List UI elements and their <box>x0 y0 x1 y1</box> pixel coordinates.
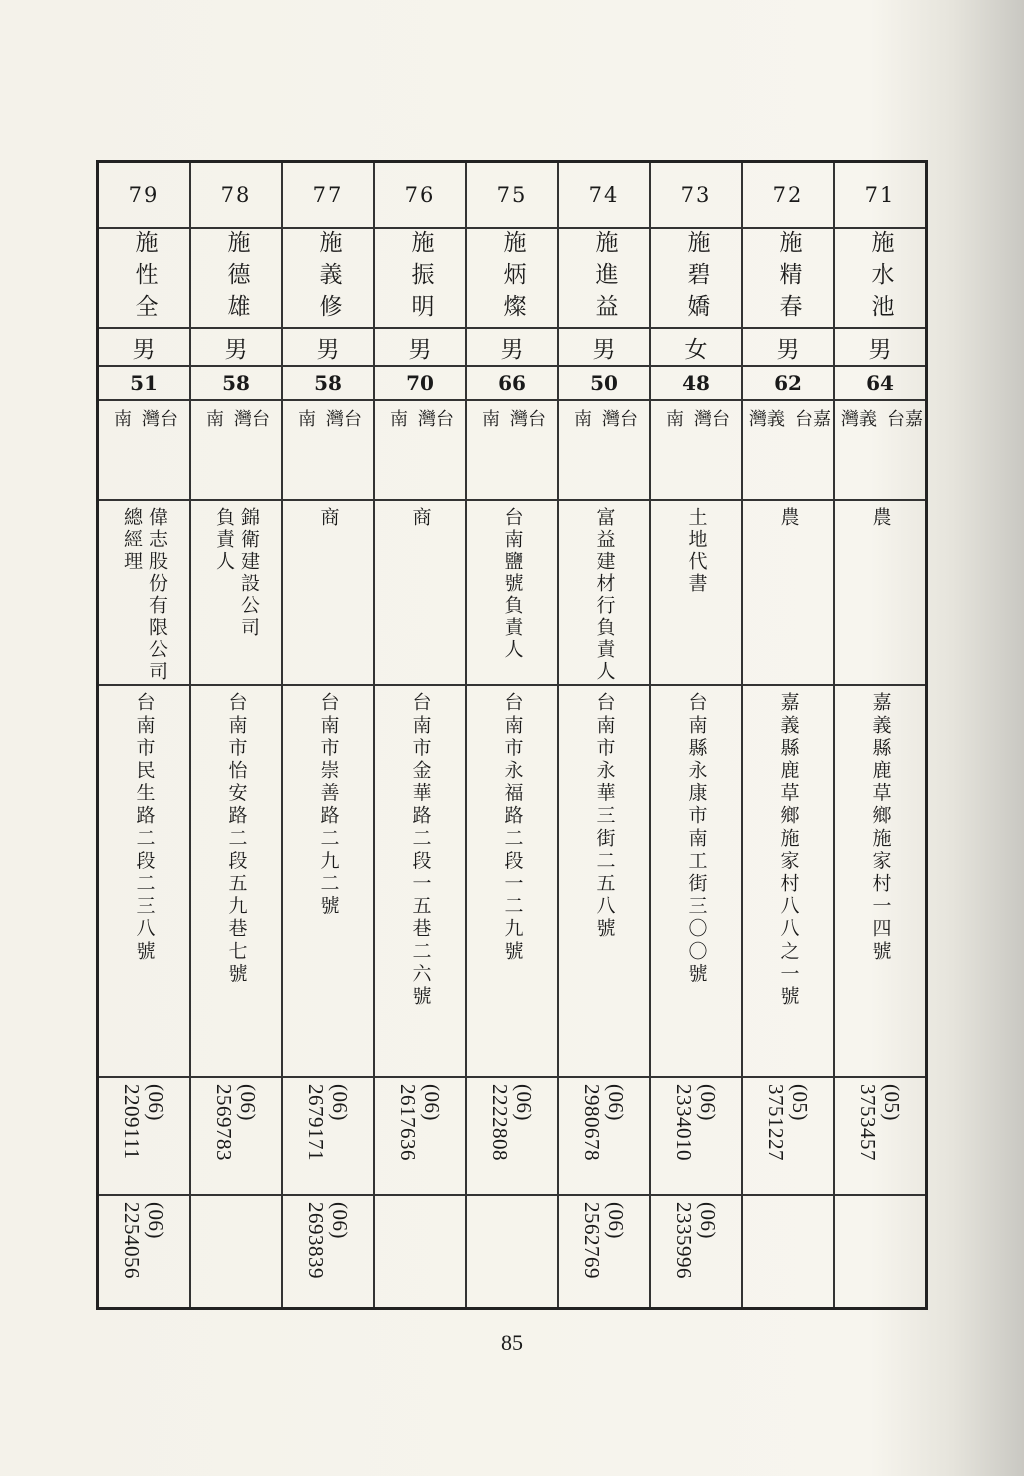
name-cell <box>467 229 557 329</box>
name-cell <box>283 229 373 329</box>
origin-text: 南 <box>479 409 500 461</box>
origin-text: 義灣 <box>746 409 785 461</box>
person-name: 施進益 <box>591 230 618 326</box>
age: 66 <box>467 367 557 401</box>
record-number: 73 <box>651 163 741 229</box>
phone-cell-1 <box>835 1078 925 1196</box>
phone-text: 2254056 <box>120 1202 144 1279</box>
phone-text: (06) <box>604 1084 628 1121</box>
address-text: 台南市崇善路二九二號 <box>317 692 340 918</box>
phone-2 <box>99 1196 189 1307</box>
occupation-cell <box>835 501 925 686</box>
phone-text: 3753457 <box>856 1084 880 1161</box>
record-column <box>283 163 375 1307</box>
person-name: 施精春 <box>775 230 802 326</box>
phone-text: 2209111 <box>120 1084 144 1160</box>
phone-text: 2569783 <box>212 1084 236 1161</box>
phone-1 <box>375 1078 465 1194</box>
origin-text: 南 <box>387 409 408 461</box>
name-cell <box>651 229 741 329</box>
origin-text: 南 <box>295 409 316 461</box>
occupation-cell <box>191 501 281 686</box>
phone-2 <box>283 1196 373 1307</box>
phone-text: 2617636 <box>396 1084 420 1161</box>
record-column <box>835 163 925 1307</box>
origin-text: 台灣 <box>323 409 362 461</box>
occupation-text: 商 <box>409 507 432 529</box>
phone-cell-1 <box>743 1078 833 1196</box>
origin-cell <box>375 401 465 501</box>
occupation-cell <box>743 501 833 686</box>
phone-2 <box>835 1196 925 1307</box>
occupation-cell <box>651 501 741 686</box>
phone-1 <box>559 1078 649 1194</box>
age: 62 <box>743 367 833 401</box>
phone-1 <box>283 1078 373 1194</box>
phone-text: (06) <box>512 1084 536 1121</box>
phone-text: 2693839 <box>304 1202 328 1279</box>
phone-text: 2679171 <box>304 1084 328 1161</box>
phone-1 <box>743 1078 833 1194</box>
address-text: 台南縣永康市南工街三〇〇號 <box>685 692 708 986</box>
origin-cell <box>835 401 925 501</box>
sex: 男 <box>559 329 649 367</box>
phone-text: (05) <box>880 1084 904 1121</box>
phone-2 <box>651 1196 741 1307</box>
address-text: 台南市民生路二段二三八號 <box>133 692 156 964</box>
record-column <box>743 163 835 1307</box>
origin-text: 嘉台 <box>884 409 923 461</box>
occupation-text: 台南鹽號負責人 <box>501 507 524 661</box>
address-text: 台南市怡安路二段五九巷七號 <box>225 692 248 986</box>
address-cell <box>467 686 557 1078</box>
phone-text: 2980678 <box>580 1084 604 1161</box>
origin-cell <box>99 401 189 501</box>
phone-1 <box>651 1078 741 1194</box>
phone-2 <box>375 1196 465 1307</box>
occupation-text: 商 <box>317 507 340 529</box>
record-number: 79 <box>99 163 189 229</box>
name-cell <box>191 229 281 329</box>
record-column <box>559 163 651 1307</box>
origin-text: 南 <box>203 409 224 461</box>
phone-text: (05) <box>788 1084 812 1121</box>
occupation-text: 錦衛建設公司 <box>238 507 260 639</box>
origin-cell <box>651 401 741 501</box>
record-number: 72 <box>743 163 833 229</box>
occupation-text: 偉志股份有限公司 <box>146 507 168 683</box>
phone-text: 2562769 <box>580 1202 604 1279</box>
occupation-cell <box>283 501 373 686</box>
origin-text: 義灣 <box>838 409 877 461</box>
phone-cell-2 <box>191 1196 281 1307</box>
phone-cell-2 <box>283 1196 373 1307</box>
sex: 男 <box>375 329 465 367</box>
sex: 女 <box>651 329 741 367</box>
age: 70 <box>375 367 465 401</box>
sex: 男 <box>467 329 557 367</box>
person-name: 施德雄 <box>223 230 250 326</box>
directory-table <box>96 160 928 1310</box>
person-name: 施碧嬌 <box>683 230 710 326</box>
address-text: 台南市永福路二段一二九號 <box>501 692 524 964</box>
phone-text: 2334010 <box>672 1084 696 1161</box>
occupation-text: 總經理 <box>121 507 143 573</box>
origin-text: 台灣 <box>139 409 178 461</box>
origin-text: 台灣 <box>231 409 270 461</box>
phone-1 <box>191 1078 281 1194</box>
origin-text: 南 <box>663 409 684 461</box>
person-name: 施義修 <box>315 230 342 326</box>
occupation-text: 土地代書 <box>685 507 708 595</box>
address-cell <box>99 686 189 1078</box>
address-cell <box>283 686 373 1078</box>
phone-cell-1 <box>559 1078 649 1196</box>
origin-text: 台灣 <box>691 409 730 461</box>
phone-cell-2 <box>375 1196 465 1307</box>
origin-text: 台灣 <box>507 409 546 461</box>
age: 50 <box>559 367 649 401</box>
origin-text: 台灣 <box>415 409 454 461</box>
phone-1 <box>835 1078 925 1194</box>
phone-cell-2 <box>743 1196 833 1307</box>
record-number: 71 <box>835 163 925 229</box>
phone-text: (06) <box>328 1084 352 1121</box>
occupation-cell <box>375 501 465 686</box>
sex: 男 <box>743 329 833 367</box>
phone-cell-2 <box>99 1196 189 1307</box>
phone-cell-1 <box>99 1078 189 1196</box>
name-cell <box>375 229 465 329</box>
occupation-text: 農 <box>777 507 800 529</box>
phone-1 <box>99 1078 189 1194</box>
phone-cell-1 <box>375 1078 465 1196</box>
name-cell <box>559 229 649 329</box>
phone-cell-2 <box>651 1196 741 1307</box>
age: 48 <box>651 367 741 401</box>
record-column <box>191 163 283 1307</box>
origin-cell <box>191 401 281 501</box>
person-name: 施炳燦 <box>499 230 526 326</box>
origin-cell <box>743 401 833 501</box>
address-text: 嘉義縣鹿草鄉施家村一四號 <box>869 692 892 964</box>
record-column <box>467 163 559 1307</box>
origin-cell <box>467 401 557 501</box>
address-cell <box>651 686 741 1078</box>
record-number: 75 <box>467 163 557 229</box>
address-cell <box>743 686 833 1078</box>
origin-cell <box>559 401 649 501</box>
phone-text: 2335996 <box>672 1202 696 1279</box>
phone-text: (06) <box>420 1084 444 1121</box>
phone-text: 2222808 <box>488 1084 512 1161</box>
occupation-text: 富益建材行負責人 <box>593 507 616 683</box>
origin-cell <box>283 401 373 501</box>
address-text: 台南市金華路二段一五巷二六號 <box>409 692 432 1009</box>
person-name: 施振明 <box>407 230 434 326</box>
name-cell <box>835 229 925 329</box>
address-text: 台南市永華三街二五八號 <box>593 692 616 941</box>
origin-text: 南 <box>111 409 132 461</box>
record-column <box>651 163 743 1307</box>
sex: 男 <box>283 329 373 367</box>
phone-text: (06) <box>236 1084 260 1121</box>
address-cell <box>375 686 465 1078</box>
age: 64 <box>835 367 925 401</box>
origin-text: 嘉台 <box>792 409 831 461</box>
record-number: 76 <box>375 163 465 229</box>
record-column <box>375 163 467 1307</box>
age: 58 <box>283 367 373 401</box>
phone-text: (06) <box>144 1084 168 1121</box>
name-cell <box>99 229 189 329</box>
page-number: 85 <box>501 1330 523 1355</box>
occupation-text: 負責人 <box>213 507 235 573</box>
address-text: 嘉義縣鹿草鄉施家村八八之一號 <box>777 692 800 1009</box>
person-name: 施性全 <box>131 230 158 326</box>
occupation-text: 農 <box>869 507 892 529</box>
record-column <box>99 163 191 1307</box>
phone-2 <box>559 1196 649 1307</box>
phone-1 <box>467 1078 557 1194</box>
occupation-cell <box>467 501 557 686</box>
phone-cell-1 <box>191 1078 281 1196</box>
phone-cell-2 <box>559 1196 649 1307</box>
sex: 男 <box>835 329 925 367</box>
record-number: 74 <box>559 163 649 229</box>
age: 51 <box>99 367 189 401</box>
phone-text: (06) <box>696 1084 720 1121</box>
name-cell <box>743 229 833 329</box>
record-number: 78 <box>191 163 281 229</box>
occupation-cell <box>99 501 189 686</box>
phone-cell-1 <box>467 1078 557 1196</box>
phone-text: 3751227 <box>764 1084 788 1161</box>
phone-cell-2 <box>467 1196 557 1307</box>
person-name: 施水池 <box>867 230 894 326</box>
address-cell <box>191 686 281 1078</box>
phone-text: (06) <box>696 1202 720 1239</box>
phone-text: (06) <box>144 1202 168 1239</box>
phone-cell-2 <box>835 1196 925 1307</box>
address-cell <box>559 686 649 1078</box>
phone-text: (06) <box>604 1202 628 1239</box>
phone-2 <box>467 1196 557 1307</box>
origin-text: 台灣 <box>599 409 638 461</box>
sex: 男 <box>191 329 281 367</box>
sex: 男 <box>99 329 189 367</box>
address-cell <box>835 686 925 1078</box>
origin-text: 南 <box>571 409 592 461</box>
age: 58 <box>191 367 281 401</box>
phone-cell-1 <box>651 1078 741 1196</box>
phone-cell-1 <box>283 1078 373 1196</box>
record-number: 77 <box>283 163 373 229</box>
phone-text: (06) <box>328 1202 352 1239</box>
occupation-cell <box>559 501 649 686</box>
phone-2 <box>743 1196 833 1307</box>
phone-2 <box>191 1196 281 1307</box>
